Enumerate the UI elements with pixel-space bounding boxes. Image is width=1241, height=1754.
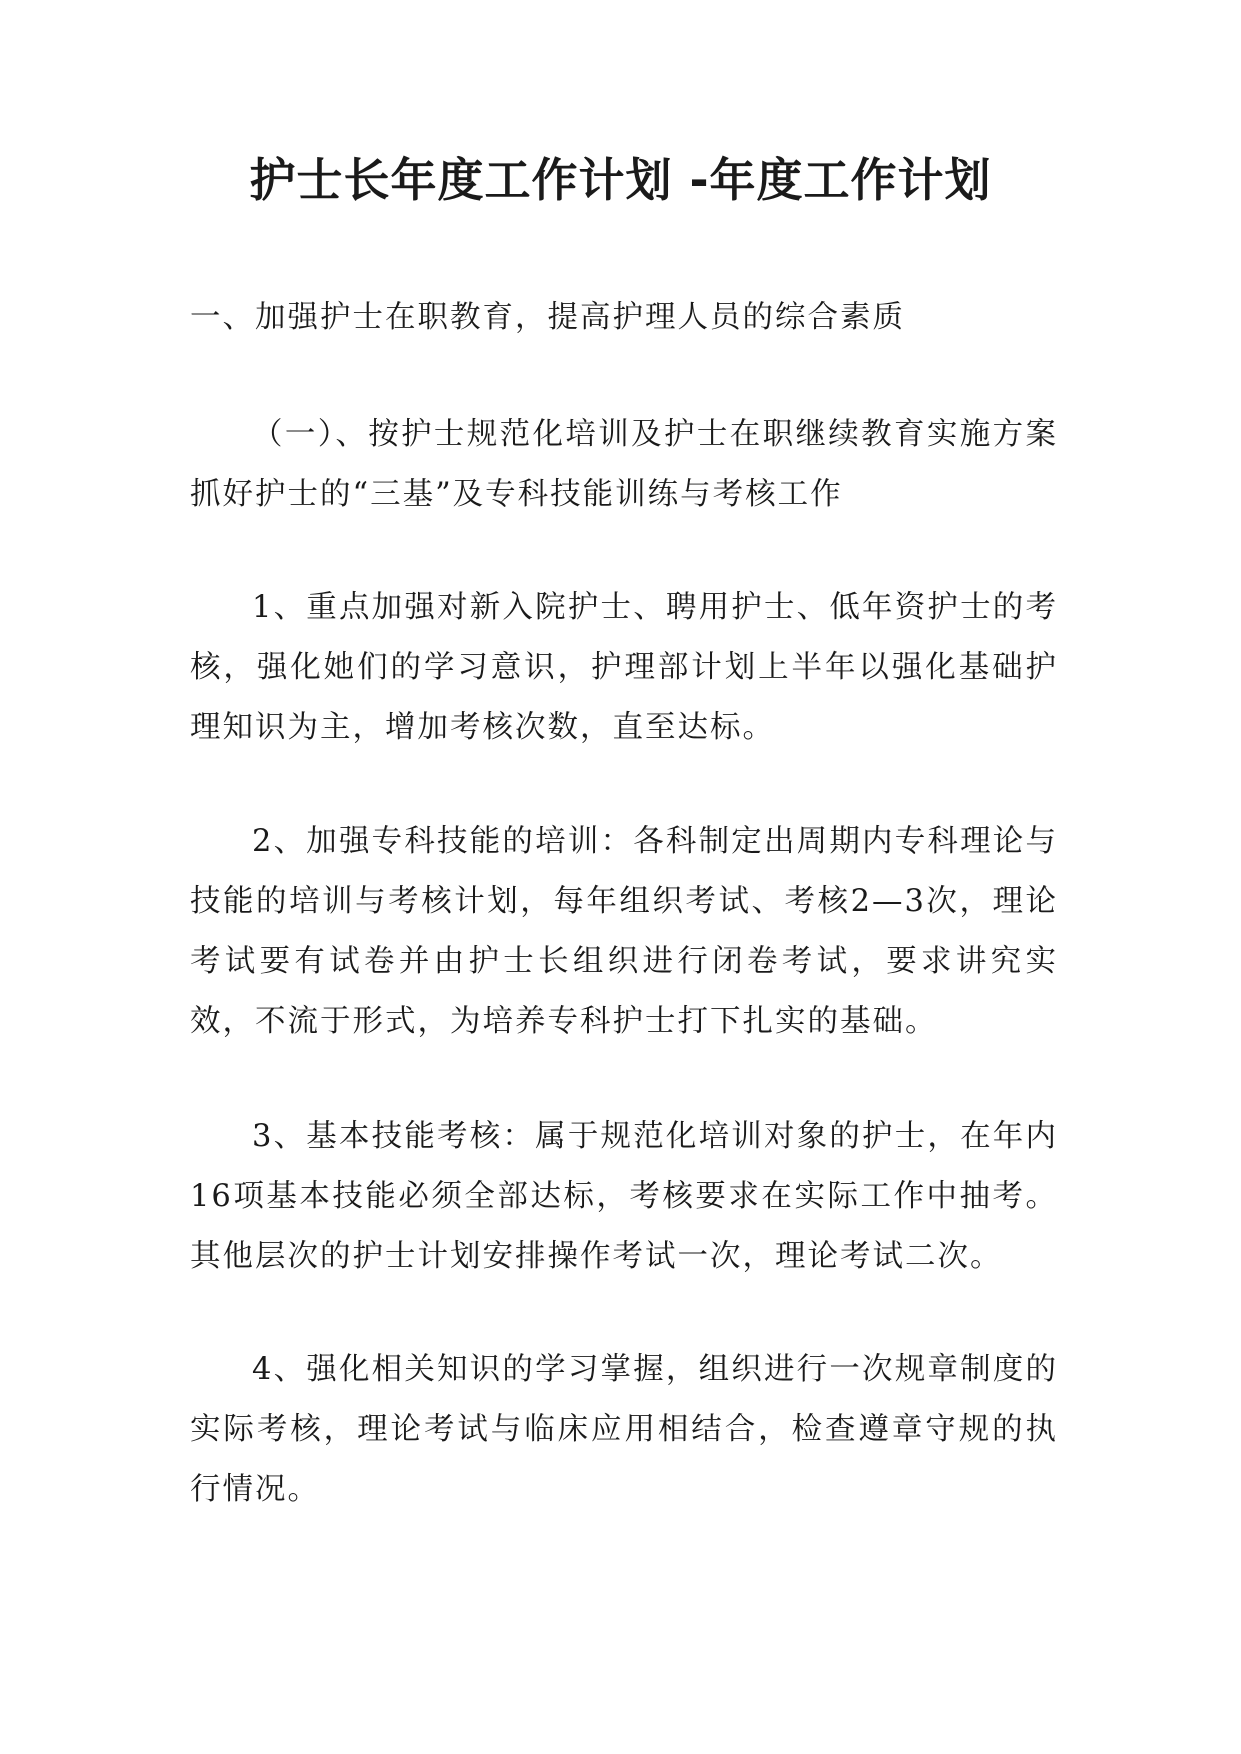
- paragraph-1: 1、重点加强对新入院护士、聘用护士、低年资护士的考核，强化她们的学习意识，护理部计划上半年以强化基础护理知识为主，增加考核次数，直至达标。: [190, 590, 1058, 745]
- paragraph-3: 3、基本技能考核：属于规范化培训对象的护士，在年内16项基本技能必须全部达标，考核要求在实际工作中抽考。其他层次的护士计划安排操作考试一次，理论考试二次。: [190, 1119, 1058, 1274]
- subsection-heading: （一）、按护士规范化培训及护士在职继续教育实施方案抓好护士的“三基”及专科技能训练与考核工作: [190, 417, 1058, 512]
- paragraph-2: 2、加强专科技能的培训：各科制定出周期内专科理论与技能的培训与考核计划，每年组织考试、考核2—3次，理论考试要有试卷并由护士长组织进行闭卷考试，要求讲究实效，不流于形式，为培养专科护士打下扎实的基础。: [190, 824, 1058, 1039]
- paragraph-4: 4、强化相关知识的学习掌握，组织进行一次规章制度的实际考核，理论考试与临床应用相结合，检查遵章守规的执行情况。: [190, 1352, 1058, 1507]
- section-heading: 一、加强护士在职教育，提高护理人员的综合素质: [190, 300, 905, 335]
- document-title: 护士长年度工作计划 -年度工作计划: [249, 153, 992, 207]
